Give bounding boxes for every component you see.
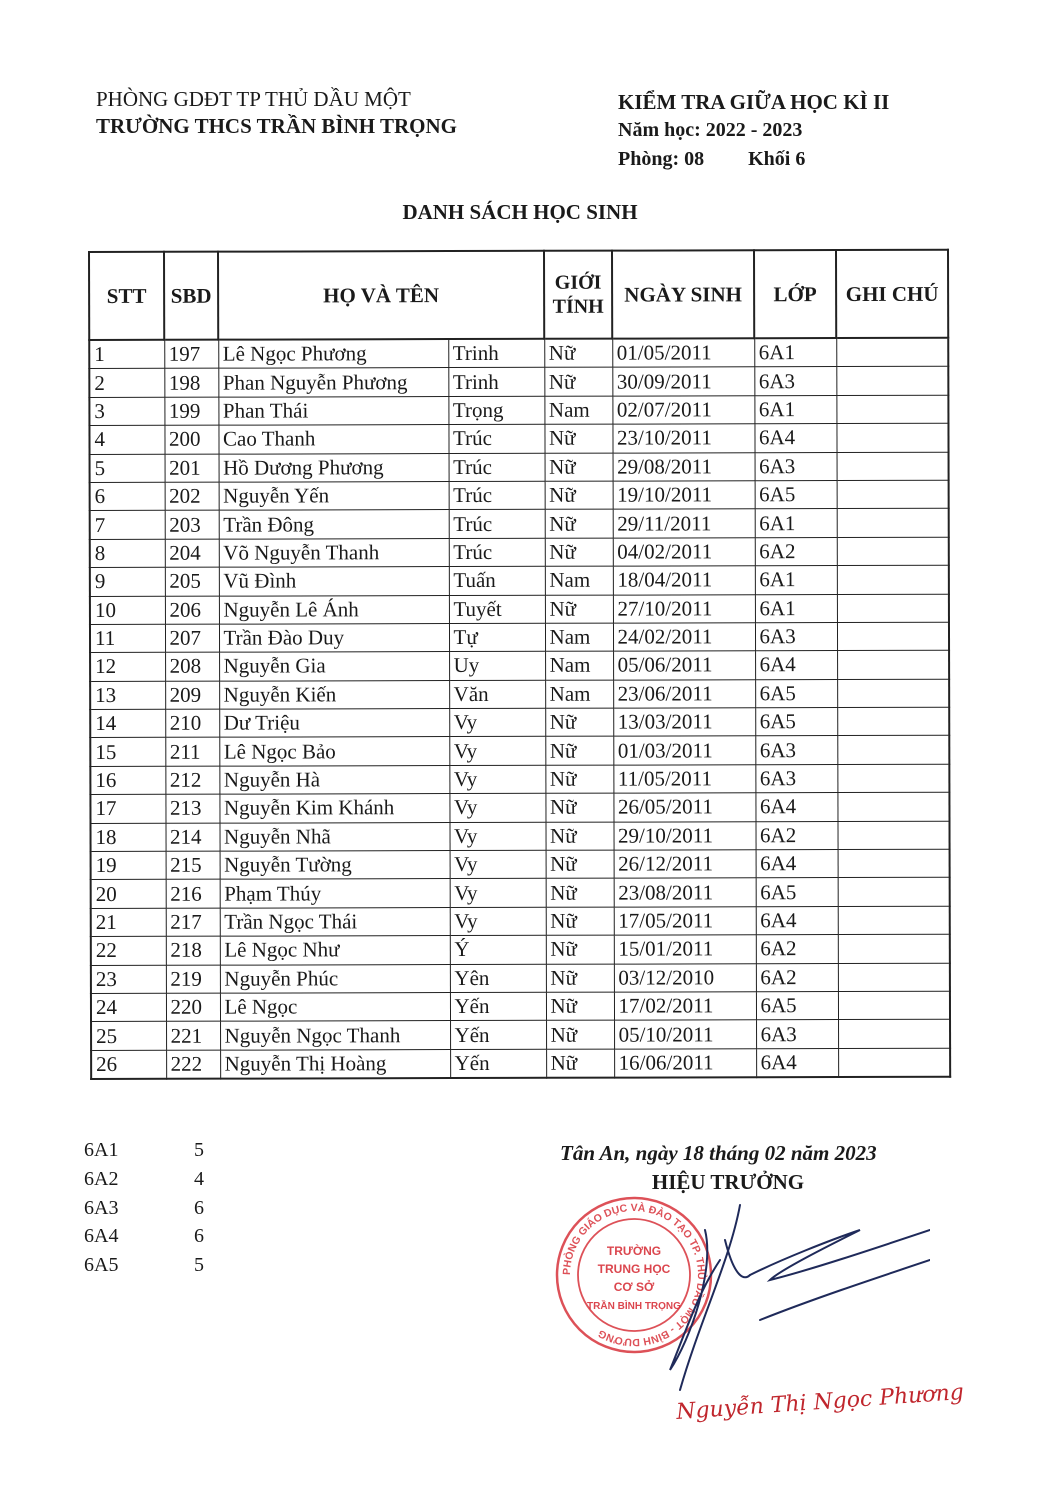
col-header-class: LỚP bbox=[754, 250, 836, 338]
cell-last-name: Lê Ngọc Phương bbox=[218, 339, 448, 368]
cell-note bbox=[836, 423, 948, 452]
cell-note bbox=[837, 594, 949, 623]
cell-sbd: 203 bbox=[165, 511, 219, 540]
handwritten-signature bbox=[630, 1200, 930, 1400]
cell-sbd: 204 bbox=[165, 539, 219, 568]
cell-last-name: Trần Ngọc Thái bbox=[220, 907, 450, 936]
cell-stt: 8 bbox=[90, 539, 165, 568]
cell-first-name: Vy bbox=[449, 708, 545, 737]
cell-sbd: 215 bbox=[166, 851, 220, 880]
cell-dob: 29/08/2011 bbox=[613, 452, 755, 481]
cell-class: 6A3 bbox=[755, 764, 837, 793]
cell-last-name: Dư Triệu bbox=[219, 709, 449, 738]
cell-last-name: Nguyễn Hà bbox=[219, 765, 449, 794]
cell-sbd: 197 bbox=[164, 340, 218, 369]
cell-sbd: 206 bbox=[165, 596, 219, 625]
signature-block bbox=[560, 1141, 920, 1195]
cell-sbd: 220 bbox=[166, 993, 220, 1022]
cell-gender: Nữ bbox=[545, 793, 613, 822]
table-row bbox=[90, 537, 949, 568]
cell-first-name: Yên bbox=[450, 964, 546, 993]
table-row bbox=[90, 509, 949, 540]
cell-sbd: 211 bbox=[165, 738, 219, 767]
cell-note bbox=[837, 764, 949, 793]
cell-stt: 14 bbox=[90, 709, 165, 738]
cell-sbd: 202 bbox=[165, 482, 219, 511]
table-row bbox=[90, 707, 949, 738]
cell-note bbox=[837, 622, 949, 651]
cell-last-name: Lê Ngọc Như bbox=[220, 936, 450, 965]
cell-first-name: Trinh bbox=[448, 339, 544, 368]
cell-stt: 7 bbox=[90, 511, 165, 540]
cell-sbd: 210 bbox=[165, 709, 219, 738]
cell-last-name: Hồ Dương Phương bbox=[219, 453, 449, 482]
cell-first-name: Yến bbox=[450, 1049, 546, 1078]
cell-last-name: Nguyễn Phúc bbox=[220, 964, 450, 993]
cell-last-name: Nguyễn Kim Khánh bbox=[219, 794, 449, 823]
date-line: Tân An, ngày 18 tháng 02 năm 2023 bbox=[560, 1141, 877, 1165]
cell-sbd: 212 bbox=[165, 766, 219, 795]
summary-count: 5 bbox=[194, 1254, 204, 1277]
cell-last-name: Nguyễn Ngọc Thanh bbox=[220, 1021, 450, 1050]
summary-count: 5 bbox=[194, 1139, 204, 1161]
cell-dob: 02/07/2011 bbox=[612, 396, 754, 425]
cell-stt: 5 bbox=[90, 454, 165, 483]
table-row bbox=[90, 480, 949, 511]
cell-last-name: Lê Ngọc bbox=[220, 993, 450, 1022]
summary-class: 6A3 bbox=[84, 1196, 119, 1219]
cell-stt: 21 bbox=[91, 908, 166, 937]
cell-first-name: Vy bbox=[449, 794, 545, 823]
cell-first-name: Vy bbox=[450, 850, 546, 879]
cell-first-name: Yến bbox=[450, 992, 546, 1021]
table-row bbox=[90, 764, 949, 795]
cell-sbd: 218 bbox=[166, 936, 220, 965]
cell-sbd: 217 bbox=[166, 908, 220, 937]
cell-gender: Nữ bbox=[545, 538, 613, 567]
cell-first-name: Trúc bbox=[449, 481, 545, 510]
cell-dob: 01/05/2011 bbox=[612, 338, 754, 367]
cell-first-name: Uy bbox=[449, 652, 545, 681]
cell-note bbox=[837, 651, 949, 680]
cell-class: 6A5 bbox=[755, 679, 837, 708]
table-header-row bbox=[89, 250, 948, 340]
cell-class: 6A4 bbox=[754, 424, 836, 453]
summary-row bbox=[84, 1165, 204, 1194]
cell-gender: Nữ bbox=[545, 708, 613, 737]
signer-name: Nguyễn Thị Ngọc Phương bbox=[675, 1379, 965, 1426]
cell-class: 6A4 bbox=[755, 793, 837, 822]
cell-stt: 17 bbox=[90, 795, 165, 824]
cell-stt: 24 bbox=[91, 993, 166, 1022]
cell-stt: 3 bbox=[89, 397, 164, 426]
cell-last-name: Nguyễn Lê Ánh bbox=[219, 595, 449, 624]
cell-last-name: Võ Nguyễn Thanh bbox=[219, 538, 449, 567]
cell-gender: Nữ bbox=[546, 1021, 614, 1050]
cell-stt: 1 bbox=[89, 340, 164, 369]
cell-sbd: 221 bbox=[166, 1022, 220, 1051]
cell-gender: Nữ bbox=[545, 765, 613, 794]
cell-gender: Nam bbox=[545, 651, 613, 680]
cell-stt: 2 bbox=[89, 369, 164, 398]
cell-note bbox=[836, 338, 948, 367]
table-row bbox=[90, 736, 949, 767]
summary-row bbox=[84, 1194, 204, 1223]
table-row bbox=[90, 594, 949, 625]
cell-sbd: 207 bbox=[165, 624, 219, 653]
cell-dob: 29/11/2011 bbox=[613, 509, 755, 538]
cell-class: 6A4 bbox=[755, 651, 837, 680]
col-header-name: HỌ VÀ TÊN bbox=[218, 251, 544, 340]
cell-class: 6A5 bbox=[756, 878, 838, 907]
cell-last-name: Nguyễn Kiến bbox=[219, 680, 449, 709]
table-row bbox=[91, 1020, 950, 1051]
cell-sbd: 219 bbox=[166, 965, 220, 994]
cell-dob: 13/03/2011 bbox=[613, 708, 755, 737]
cell-gender: Nữ bbox=[546, 907, 614, 936]
cell-first-name: Tuyết bbox=[449, 595, 545, 624]
seal-line-3: CƠ SỞ bbox=[613, 1280, 655, 1294]
cell-dob: 27/10/2011 bbox=[613, 594, 755, 623]
cell-last-name: Phạm Thúy bbox=[220, 879, 450, 908]
cell-last-name: Nguyễn Nhã bbox=[219, 822, 449, 851]
cell-gender: Nữ bbox=[546, 935, 614, 964]
cell-dob: 26/12/2011 bbox=[614, 850, 756, 879]
cell-dob: 05/10/2011 bbox=[614, 1020, 756, 1049]
seal-line-2: TRUNG HỌC bbox=[597, 1262, 671, 1276]
table-row bbox=[91, 849, 950, 880]
cell-dob: 11/05/2011 bbox=[613, 765, 755, 794]
cell-first-name: Vy bbox=[449, 737, 545, 766]
table-row bbox=[91, 1048, 950, 1079]
cell-first-name: Trúc bbox=[449, 538, 545, 567]
cell-dob: 01/03/2011 bbox=[613, 736, 755, 765]
cell-stt: 23 bbox=[91, 965, 166, 994]
school-name: TRƯỜNG THCS TRẦN BÌNH TRỌNG bbox=[96, 114, 457, 138]
cell-note bbox=[837, 537, 949, 566]
cell-sbd: 198 bbox=[164, 369, 218, 398]
cell-note bbox=[838, 963, 950, 992]
cell-last-name: Nguyễn Yến bbox=[219, 482, 449, 511]
cell-dob: 16/06/2011 bbox=[614, 1049, 756, 1078]
cell-last-name: Trần Đào Duy bbox=[219, 623, 449, 652]
cell-class: 6A3 bbox=[756, 1020, 838, 1049]
cell-first-name: Vy bbox=[449, 822, 545, 851]
cell-class: 6A5 bbox=[755, 708, 837, 737]
cell-first-name: Trinh bbox=[448, 368, 544, 397]
cell-dob: 15/01/2011 bbox=[614, 935, 756, 964]
cell-gender: Nữ bbox=[545, 453, 613, 482]
cell-class: 6A4 bbox=[756, 850, 838, 879]
cell-note bbox=[837, 792, 949, 821]
cell-gender: Nam bbox=[545, 680, 613, 709]
cell-last-name: Phan Thái bbox=[218, 396, 448, 425]
cell-gender: Nữ bbox=[546, 1049, 614, 1078]
col-header-sbd: SBD bbox=[164, 252, 218, 340]
cell-class: 6A2 bbox=[756, 935, 838, 964]
cell-gender: Nam bbox=[545, 623, 613, 652]
cell-dob: 30/09/2011 bbox=[612, 367, 754, 396]
cell-sbd: 208 bbox=[165, 652, 219, 681]
student-table bbox=[88, 249, 951, 1080]
cell-last-name: Lê Ngọc Bảo bbox=[219, 737, 449, 766]
seal-ring-text: PHÒNG GIÁO DỤC VÀ ĐÀO TẠO TP. THỦ DẦU MỘT - BÌNH DƯƠNG bbox=[560, 1201, 708, 1349]
cell-stt: 16 bbox=[90, 766, 165, 795]
cell-stt: 13 bbox=[90, 681, 165, 710]
summary-count: 4 bbox=[194, 1167, 204, 1190]
cell-note bbox=[837, 707, 949, 736]
cell-class: 6A1 bbox=[754, 338, 836, 367]
cell-last-name: Trần Đông bbox=[219, 510, 449, 539]
table-row bbox=[91, 934, 950, 965]
table-row bbox=[90, 821, 949, 852]
cell-note bbox=[837, 565, 949, 594]
seal-line-4: TRẦN BÌNH TRỌNG bbox=[587, 1301, 681, 1312]
summary-class: 6A2 bbox=[84, 1167, 119, 1190]
school-year: Năm học: 2022 - 2023 bbox=[618, 119, 803, 141]
cell-last-name: Vũ Đình bbox=[219, 567, 449, 596]
cell-note bbox=[837, 509, 949, 538]
cell-note bbox=[838, 849, 950, 878]
cell-dob: 24/02/2011 bbox=[613, 623, 755, 652]
room-grade-line bbox=[618, 144, 978, 174]
header-left bbox=[96, 86, 536, 140]
exam-title: KIỂM TRA GIỮA HỌC KÌ II bbox=[618, 90, 890, 114]
table-row bbox=[91, 906, 950, 937]
cell-sbd: 213 bbox=[165, 794, 219, 823]
cell-dob: 23/10/2011 bbox=[612, 424, 754, 453]
summary-class: 6A4 bbox=[84, 1225, 119, 1248]
cell-gender: Nữ bbox=[544, 424, 612, 453]
cell-sbd: 201 bbox=[165, 454, 219, 483]
summary-class: 6A1 bbox=[84, 1139, 119, 1161]
cell-gender: Nam bbox=[545, 566, 613, 595]
summary-count: 6 bbox=[194, 1196, 204, 1219]
table-row bbox=[91, 991, 950, 1022]
col-header-stt: STT bbox=[89, 252, 164, 340]
cell-note bbox=[837, 821, 949, 850]
cell-gender: Nữ bbox=[545, 822, 613, 851]
cell-dob: 29/10/2011 bbox=[613, 821, 755, 850]
cell-first-name: Vy bbox=[450, 879, 546, 908]
cell-note bbox=[837, 480, 949, 509]
cell-gender: Nữ bbox=[546, 879, 614, 908]
cell-stt: 22 bbox=[91, 937, 166, 966]
cell-class: 6A3 bbox=[754, 367, 836, 396]
cell-class: 6A2 bbox=[756, 963, 838, 992]
cell-class: 6A1 bbox=[755, 594, 837, 623]
cell-stt: 19 bbox=[91, 851, 166, 880]
summary-row bbox=[84, 1251, 204, 1280]
cell-dob: 04/02/2011 bbox=[613, 537, 755, 566]
summary-row bbox=[84, 1222, 204, 1251]
seal-line-1: TRƯỜNG bbox=[606, 1244, 662, 1258]
cell-dob: 17/05/2011 bbox=[614, 907, 756, 936]
cell-note bbox=[838, 1020, 950, 1049]
cell-dob: 05/06/2011 bbox=[613, 651, 755, 680]
summary-count: 6 bbox=[194, 1225, 204, 1248]
cell-class: 6A4 bbox=[756, 906, 838, 935]
table-row bbox=[89, 395, 948, 426]
cell-note bbox=[837, 679, 949, 708]
summary-row bbox=[84, 1136, 204, 1165]
cell-class: 6A3 bbox=[755, 622, 837, 651]
cell-sbd: 199 bbox=[164, 397, 218, 426]
table-row bbox=[90, 792, 949, 823]
cell-dob: 19/10/2011 bbox=[613, 481, 755, 510]
table-row bbox=[89, 367, 948, 398]
cell-note bbox=[836, 395, 948, 424]
cell-stt: 20 bbox=[91, 880, 166, 909]
cell-sbd: 209 bbox=[165, 681, 219, 710]
class-summary bbox=[84, 1136, 204, 1280]
cell-stt: 18 bbox=[90, 823, 165, 852]
cell-note bbox=[838, 934, 950, 963]
cell-first-name: Ý bbox=[450, 936, 546, 965]
table-row bbox=[90, 651, 949, 682]
cell-class: 6A5 bbox=[756, 992, 838, 1021]
cell-first-name: Trọng bbox=[448, 396, 544, 425]
cell-note bbox=[838, 991, 950, 1020]
cell-note bbox=[836, 367, 948, 396]
cell-stt: 6 bbox=[90, 482, 165, 511]
col-header-gender bbox=[544, 251, 612, 339]
cell-gender: Nam bbox=[544, 396, 612, 425]
cell-note bbox=[838, 906, 950, 935]
cell-gender: Nữ bbox=[544, 339, 612, 368]
cell-dob: 23/08/2011 bbox=[614, 878, 756, 907]
cell-last-name: Phan Nguyễn Phương bbox=[218, 368, 448, 397]
cell-class: 6A1 bbox=[755, 566, 837, 595]
cell-class: 6A1 bbox=[755, 509, 837, 538]
cell-gender: Nữ bbox=[546, 992, 614, 1021]
table-row bbox=[90, 452, 949, 483]
table-row bbox=[91, 963, 950, 994]
cell-class: 6A3 bbox=[755, 736, 837, 765]
cell-class: 6A5 bbox=[755, 480, 837, 509]
cell-stt: 11 bbox=[90, 624, 165, 653]
cell-note bbox=[838, 1048, 950, 1077]
table-row bbox=[91, 878, 950, 909]
cell-dob: 03/12/2010 bbox=[614, 963, 756, 992]
cell-sbd: 205 bbox=[165, 567, 219, 596]
cell-stt: 26 bbox=[91, 1050, 166, 1079]
col-header-dob: NGÀY SINH bbox=[612, 250, 754, 338]
table-row bbox=[90, 565, 949, 596]
table-row bbox=[90, 622, 949, 653]
cell-stt: 9 bbox=[90, 567, 165, 596]
department-name: PHÒNG GDĐT TP THỦ DẦU MỘT bbox=[96, 87, 411, 111]
table-row bbox=[90, 679, 949, 710]
cell-first-name: Trúc bbox=[449, 510, 545, 539]
summary-class: 6A5 bbox=[84, 1254, 119, 1277]
cell-dob: 26/05/2011 bbox=[613, 793, 755, 822]
cell-stt: 25 bbox=[91, 1022, 166, 1051]
table-row bbox=[89, 423, 948, 454]
cell-stt: 15 bbox=[90, 738, 165, 767]
cell-gender: Nữ bbox=[546, 964, 614, 993]
col-header-gender-line2: TÍNH bbox=[552, 295, 604, 318]
cell-stt: 4 bbox=[89, 425, 164, 454]
table-row bbox=[89, 338, 948, 369]
col-header-note: GHI CHÚ bbox=[836, 250, 948, 338]
cell-last-name: Nguyễn Thị Hoàng bbox=[220, 1049, 450, 1078]
cell-class: 6A2 bbox=[755, 537, 837, 566]
cell-sbd: 222 bbox=[166, 1050, 220, 1079]
cell-first-name: Tự bbox=[449, 623, 545, 652]
cell-dob: 18/04/2011 bbox=[613, 566, 755, 595]
cell-first-name: Tuấn bbox=[449, 566, 545, 595]
cell-note bbox=[837, 736, 949, 765]
cell-first-name: Vy bbox=[449, 765, 545, 794]
cell-first-name: Yến bbox=[450, 1021, 546, 1050]
cell-class: 6A4 bbox=[756, 1048, 838, 1077]
cell-sbd: 200 bbox=[164, 425, 218, 454]
cell-gender: Nữ bbox=[546, 850, 614, 879]
cell-class: 6A1 bbox=[754, 395, 836, 424]
cell-class: 6A3 bbox=[755, 452, 837, 481]
header-right bbox=[618, 89, 978, 174]
cell-gender: Nữ bbox=[544, 368, 612, 397]
cell-first-name: Trúc bbox=[448, 424, 544, 453]
cell-note bbox=[837, 452, 949, 481]
cell-gender: Nữ bbox=[545, 595, 613, 624]
cell-last-name: Nguyễn Gia bbox=[219, 652, 449, 681]
cell-stt: 10 bbox=[90, 596, 165, 625]
cell-first-name: Văn bbox=[449, 680, 545, 709]
cell-dob: 17/02/2011 bbox=[614, 992, 756, 1021]
cell-gender: Nữ bbox=[545, 737, 613, 766]
cell-gender: Nữ bbox=[545, 481, 613, 510]
cell-last-name: Nguyễn Tường bbox=[220, 851, 450, 880]
signer-role: HIỆU TRƯỞNG bbox=[651, 1170, 805, 1194]
col-header-gender-line1: GIỚI bbox=[554, 271, 602, 294]
cell-stt: 12 bbox=[90, 653, 165, 682]
cell-gender: Nữ bbox=[545, 509, 613, 538]
cell-class: 6A2 bbox=[755, 821, 837, 850]
cell-first-name: Vy bbox=[450, 907, 546, 936]
cell-first-name: Trúc bbox=[449, 453, 545, 482]
room-number: Phòng: 08 bbox=[618, 148, 705, 170]
page-title: DANH SÁCH HỌC SINH bbox=[402, 200, 638, 224]
cell-last-name: Cao Thanh bbox=[218, 425, 448, 454]
cell-dob: 23/06/2011 bbox=[613, 679, 755, 708]
cell-sbd: 214 bbox=[165, 823, 219, 852]
grade-level: Khối 6 bbox=[748, 148, 806, 170]
cell-sbd: 216 bbox=[166, 880, 220, 909]
cell-note bbox=[838, 878, 950, 907]
